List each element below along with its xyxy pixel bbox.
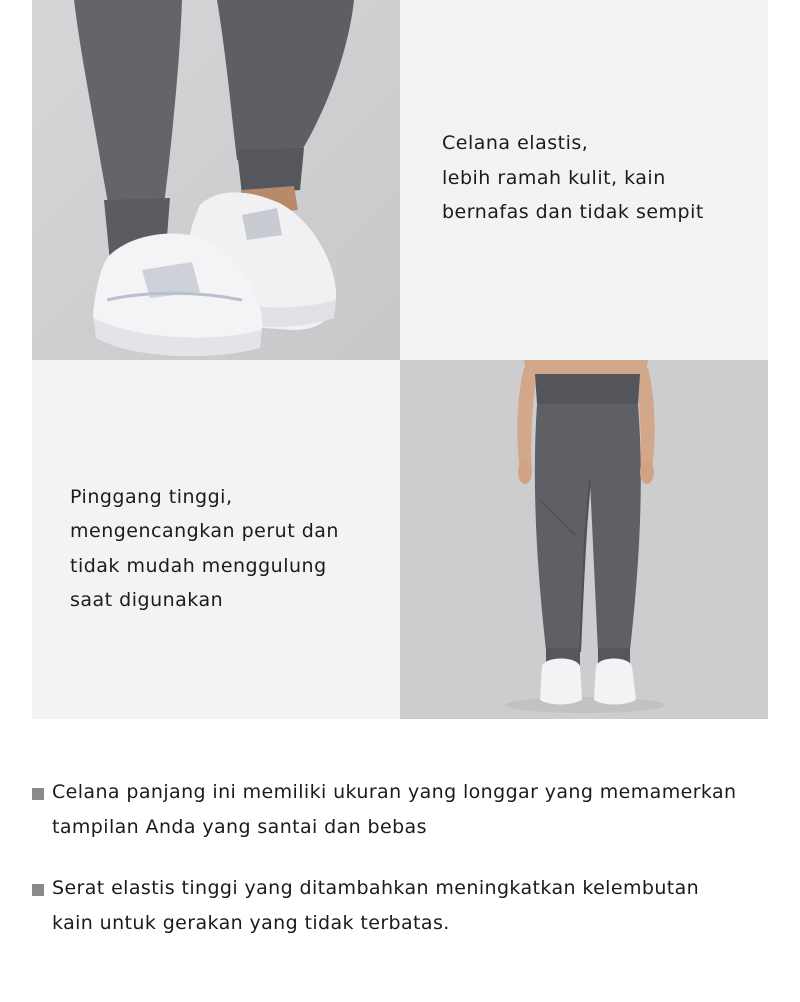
text-line: tidak mudah menggulung <box>70 554 327 577</box>
bullet-line: kain untuk gerakan yang tidak terbatas. <box>52 911 450 934</box>
text-line: Pinggang tinggi, <box>70 485 233 508</box>
bullet-square-icon <box>32 884 44 896</box>
feature-panel-stretch <box>400 0 768 360</box>
text-line: lebih ramah kulit, kain <box>442 166 666 189</box>
bullet-square-icon <box>32 788 44 800</box>
bullet-item <box>32 871 768 940</box>
feature-text-waist <box>70 480 339 618</box>
bullet-line: tampilan Anda yang santai dan bebas <box>52 815 427 838</box>
feature-panel-waist <box>32 360 400 720</box>
feature-text-stretch <box>442 126 704 230</box>
feature-grid <box>32 0 768 719</box>
full-pants-photo <box>400 360 768 720</box>
leg-sneaker-illustration <box>32 0 400 360</box>
text-line: bernafas dan tidak sempit <box>442 201 704 223</box>
bullet-item <box>32 775 768 844</box>
text-line: saat digunakan <box>70 589 224 611</box>
bullet-line: Serat elastis tinggi yang ditambahkan meningkatkan kelembutan <box>52 877 700 899</box>
bullet-line: Celana panjang ini memiliki ukuran yang longgar yang memamerkan <box>52 781 737 803</box>
leg-sneaker-photo <box>32 0 400 360</box>
feature-bullet-list <box>32 775 768 967</box>
text-line: Celana elastis, <box>442 132 589 154</box>
text-line: mengencangkan perut dan <box>70 520 339 542</box>
full-pants-illustration <box>400 360 768 720</box>
